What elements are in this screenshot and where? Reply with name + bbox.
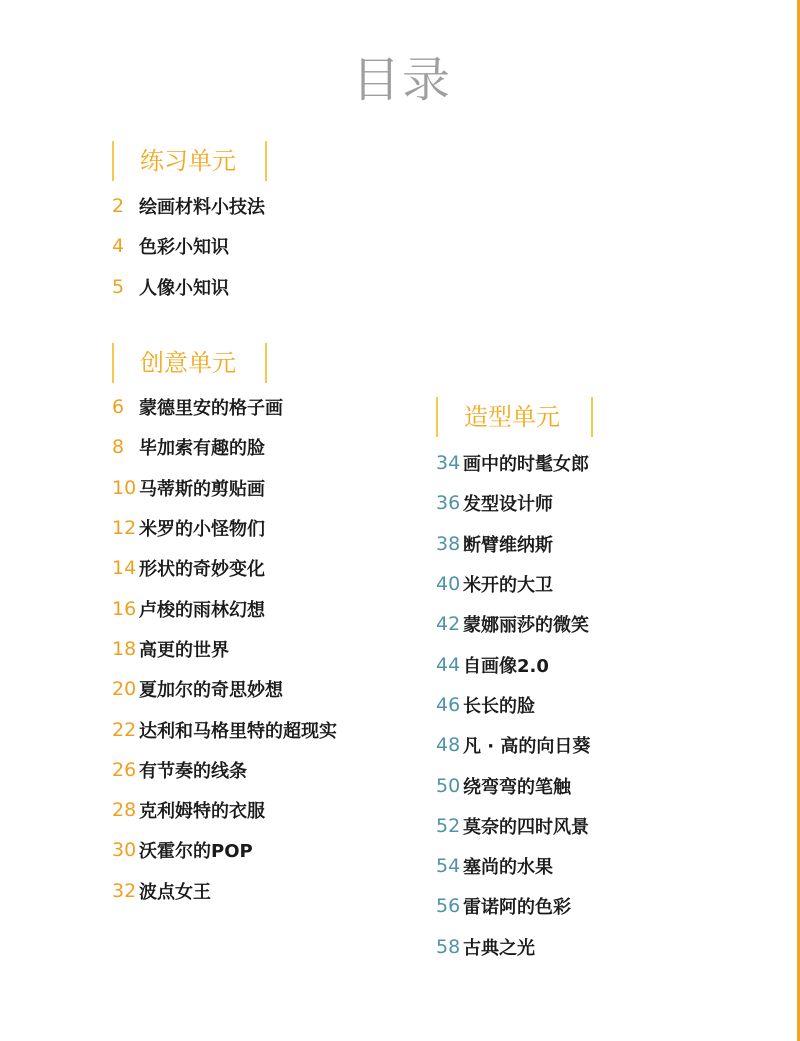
page-number: 50 xyxy=(436,774,461,797)
page-number: 16 xyxy=(112,597,137,620)
page-number: 6 xyxy=(112,396,125,419)
toc-item[interactable] xyxy=(112,790,337,830)
toc-item[interactable] xyxy=(112,588,337,628)
entry-title: 有节奏的线条 xyxy=(139,760,247,782)
page-number: 48 xyxy=(436,734,461,757)
toc-item[interactable] xyxy=(436,685,593,725)
page-number: 52 xyxy=(436,814,461,837)
entry-title: 蒙德里安的格子画 xyxy=(139,398,283,420)
entry-title: 画中的时髦女郎 xyxy=(463,454,589,476)
page-number: 30 xyxy=(112,839,137,862)
page-number: 26 xyxy=(112,758,137,781)
entry-title: 断臂维纳斯 xyxy=(463,534,553,556)
entry-title: 凡 · 高的向日葵 xyxy=(463,736,591,758)
page-number: 58 xyxy=(436,935,461,958)
entry-title: 卢梭的雨林幻想 xyxy=(139,599,265,621)
page-number: 4 xyxy=(112,235,125,258)
page-number: 34 xyxy=(436,452,461,475)
toc-item[interactable] xyxy=(436,483,593,523)
page-number: 8 xyxy=(112,436,125,459)
toc-item[interactable] xyxy=(436,806,593,846)
section-heading-modeling xyxy=(436,397,593,437)
toc-item[interactable] xyxy=(112,186,267,226)
page-number: 18 xyxy=(112,637,137,660)
page-number: 36 xyxy=(436,492,461,515)
entry-title: 沃霍尔的POP xyxy=(139,841,253,863)
page-number: 2 xyxy=(112,195,125,218)
page-number: 5 xyxy=(112,275,125,298)
section-modeling xyxy=(436,397,593,967)
entry-title: 米开的大卫 xyxy=(463,575,553,597)
section-practice xyxy=(112,141,267,307)
toc-item[interactable] xyxy=(436,443,593,483)
toc-item[interactable] xyxy=(112,669,337,709)
entry-title: 塞尚的水果 xyxy=(463,857,553,879)
entry-title: 马蒂斯的剪贴画 xyxy=(139,478,265,500)
section-creative xyxy=(112,343,337,911)
page-number: 44 xyxy=(436,653,461,676)
toc-item[interactable] xyxy=(112,508,337,548)
toc-item[interactable] xyxy=(112,226,267,266)
page-number: 32 xyxy=(112,879,137,902)
toc-item[interactable] xyxy=(112,387,337,427)
page-number: 38 xyxy=(436,532,461,555)
page-title: 目录 xyxy=(352,52,453,109)
section-heading-creative xyxy=(112,343,267,383)
toc-list-modeling xyxy=(436,443,593,967)
page-number: 12 xyxy=(112,517,137,540)
entry-title: 克利姆特的衣服 xyxy=(139,801,265,823)
toc-item[interactable] xyxy=(436,846,593,886)
page-number: 20 xyxy=(112,678,137,701)
page-number: 46 xyxy=(436,693,461,716)
entry-title: 米罗的小怪物们 xyxy=(139,519,265,541)
entry-title: 绕弯弯的笔触 xyxy=(463,776,571,798)
entry-title: 达利和马格里特的超现实 xyxy=(139,720,337,742)
toc-item[interactable] xyxy=(112,871,337,911)
entry-title: 绘画材料小技法 xyxy=(139,197,265,219)
toc-list-practice xyxy=(112,186,267,307)
page-number: 54 xyxy=(436,855,461,878)
toc-item[interactable] xyxy=(436,725,593,765)
entry-title: 发型设计师 xyxy=(463,494,553,516)
entry-title: 形状的奇妙变化 xyxy=(139,559,265,581)
toc-item[interactable] xyxy=(436,765,593,805)
toc-item[interactable] xyxy=(436,524,593,564)
entry-title: 长长的脸 xyxy=(463,695,535,717)
entry-title: 波点女王 xyxy=(139,881,211,903)
toc-item[interactable] xyxy=(112,750,337,790)
page-number: 56 xyxy=(436,895,461,918)
entry-title: 雷诺阿的色彩 xyxy=(463,897,571,919)
toc-item[interactable] xyxy=(112,709,337,749)
entry-title: 高更的世界 xyxy=(139,639,229,661)
section-heading-label: 创意单元 xyxy=(140,349,236,377)
page-number: 28 xyxy=(112,799,137,822)
toc-item[interactable] xyxy=(436,886,593,926)
page-number: 40 xyxy=(436,573,461,596)
toc-item[interactable] xyxy=(112,427,337,467)
entry-title: 人像小知识 xyxy=(139,277,229,299)
toc-item[interactable] xyxy=(112,548,337,588)
toc-item[interactable] xyxy=(112,830,337,870)
entry-title: 蒙娜丽莎的微笑 xyxy=(463,615,589,637)
toc-item[interactable] xyxy=(112,629,337,669)
toc-item[interactable] xyxy=(436,644,593,684)
entry-title: 毕加索有趣的脸 xyxy=(139,438,265,460)
page-number: 10 xyxy=(112,476,137,499)
page-number: 22 xyxy=(112,718,137,741)
page-number: 14 xyxy=(112,557,137,580)
entry-title: 古典之光 xyxy=(463,937,535,959)
section-heading-label: 练习单元 xyxy=(140,147,236,175)
toc-list-creative xyxy=(112,387,337,911)
section-heading-practice xyxy=(112,141,267,181)
page-number: 42 xyxy=(436,613,461,636)
entry-title: 色彩小知识 xyxy=(139,237,229,259)
entry-title: 莫奈的四时风景 xyxy=(463,816,589,838)
toc-item[interactable] xyxy=(436,927,593,967)
toc-item[interactable] xyxy=(112,267,267,307)
toc-item[interactable] xyxy=(112,468,337,508)
entry-title: 夏加尔的奇思妙想 xyxy=(139,680,283,702)
entry-title: 自画像2.0 xyxy=(463,655,549,677)
section-heading-label: 造型单元 xyxy=(464,403,560,431)
toc-item[interactable] xyxy=(436,604,593,644)
toc-item[interactable] xyxy=(436,564,593,604)
